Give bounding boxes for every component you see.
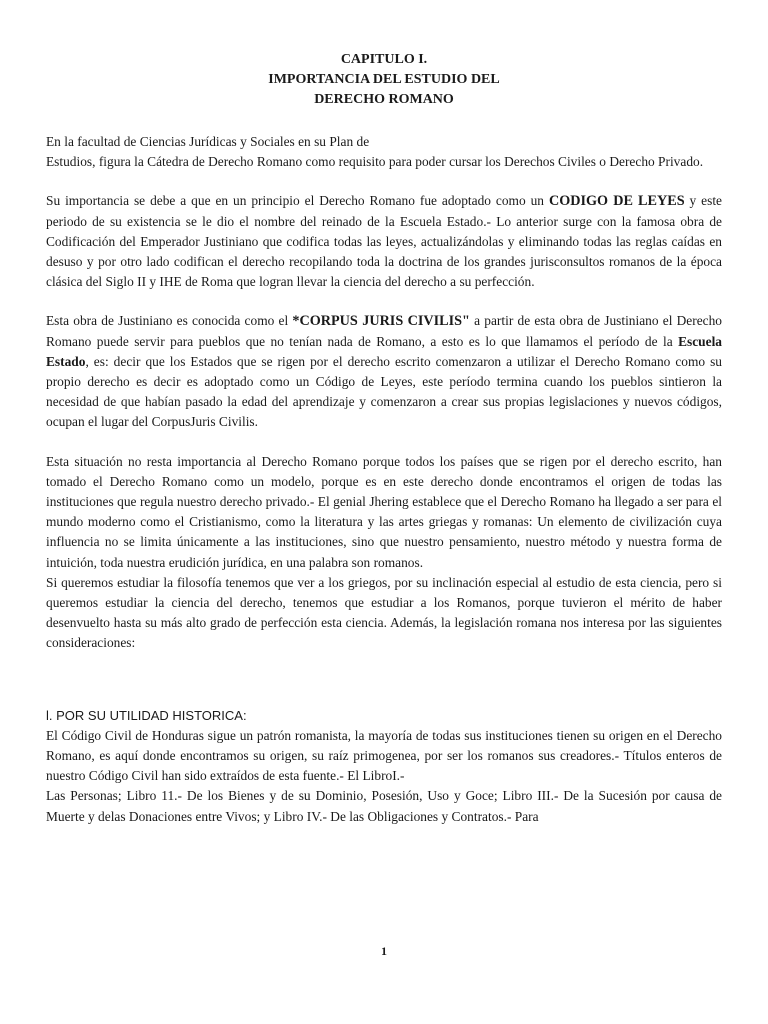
paragraph-corpus: [46, 311, 722, 432]
paragraph-intro: [46, 132, 722, 172]
paragraph-importance-text-a: Su importancia se debe a que en un principio el Derecho Romano fue adoptado como un: [46, 193, 549, 209]
paragraph-corpus-text-e: , es: decir que los Estados que se rigen por el derecho escrito comenzaron a utilizar el Derecho Romano como su propio derecho es decir es adoptado como un Código de Leyes, este período termina cuando los pueblos sintieron la necesidad de que habían pasado la edad del aprendizaje y comenzaron a crear sus propias legislaciones y nuevos códigos, ocupan el lugar del CorpusJuris Civilis.: [46, 353, 722, 430]
paragraph-importance: [46, 191, 722, 292]
paragraph-philosophy: Si queremos estudiar la filosofía tenemos que ver a los griegos, por su inclinación especial al estudio de esta ciencia, pero si queremos estudiar la ciencia del derecho, tenemos que estudiar a los Romanos, porque tuvieron el mérito de haber desenvuelto hasta su más alto grado de perfección esta ciencia. Además, la legislación romana nos interesa por las siguientes consideraciones:: [46, 574, 722, 651]
paragraph-civil-code: El Código Civil de Honduras sigue un patrón romanista, la mayoría de todas sus instituciones tienen su origen en el Derecho Romano, es aquí donde encontramos su origen, su raíz primogenea, por ser los romanos sus creadores.- Títulos enteros de nuestro Código Civil han sido extraídos de esta fuente.- El LibroI.-: [46, 727, 722, 784]
spacer: [46, 110, 722, 132]
section-title-historical-utility: l. POR SU UTILIDAD HISTORICA:: [46, 707, 247, 723]
paragraph-intro-rest: Estudios, figura la Cátedra de Derecho Romano como requisito para poder cursar los Derechos Civiles o Derecho Privado.: [46, 154, 704, 170]
document-page: [46, 50, 722, 827]
page-number: 1: [381, 944, 387, 958]
paragraph-corpus-emphasis: *CORPUS JURIS CIVILIS": [292, 313, 470, 330]
chapter-heading: [46, 50, 722, 110]
spacer: [46, 292, 722, 311]
spacer: [46, 172, 722, 191]
spacer: [46, 433, 722, 452]
chapter-title-line1: IMPORTANCIA DEL ESTUDIO DEL: [268, 72, 500, 87]
chapter-number: CAPITULO I.: [340, 52, 428, 67]
paragraph-intro-line1: En la facultad de Ciencias Jurídicas y Sociales en su Plan de: [46, 134, 370, 149]
paragraph-corpus-emphasis-2: Escuela Estado: [46, 333, 722, 369]
paragraph-books: Las Personas; Libro 11.- De los Bienes y de su Dominio, Posesión, Uso y Goce; Libro III.- De la Sucesión por causa de Muerte y delas Donaciones entre Vivos; y Libro IV.- De las Obligaciones y Contratos.- Para: [46, 788, 722, 824]
paragraph-importance-emphasis: CODIGO DE LEYES: [548, 193, 685, 210]
chapter-title-line2: DERECHO ROMANO: [314, 92, 454, 107]
spacer: [46, 654, 722, 706]
paragraph-corpus-text-a: Esta obra de Justiniano es conocida como el: [46, 313, 293, 329]
paragraph-situation: Esta situación no resta importancia al Derecho Romano porque todos los países que se rigen por el derecho escrito, han tomado el Derecho Romano como un modelo, porque es en este derecho donde encontramos el origen de todas las instituciones que regula nuestro derecho privado.- El genial Jhering establece que el Derecho Romano ha llegado a ser para el mundo moderno como el Cristianismo, como la literatura y las artes griegas y romanas: Un elemento de civilización cuya influencia no se limita únicamente a las instituciones, sino que nuestro pensamiento, nuestro método y nuestra forma de intuición, toda nuestra erudición jurídica, en una palabra son romanos.: [46, 453, 722, 570]
paragraph-importance-text-c: y este periodo de su existencia se le dio el nombre del reinado de la Escuela Estado.- Lo anterior surge con la famosa obra de Codificación del Emperador Justiniano que codifica todas las leyes, actualizándolas y eliminando todas las reglas caídas en desuso y por otro lado codifican el derecho recopilando toda la doctrina de los grandes jurisconsultos romanos de la época clásica del Siglo II y IHE de Roma que logran llevar la ciencia del derecho a su perfección.: [46, 193, 722, 290]
paragraph-corpus-text-c: a partir de esta obra de Justiniano el Derecho Romano puede servir para pueblos que no tenían nada de Romano, a esto es lo que llamamos el período de la: [46, 313, 722, 349]
